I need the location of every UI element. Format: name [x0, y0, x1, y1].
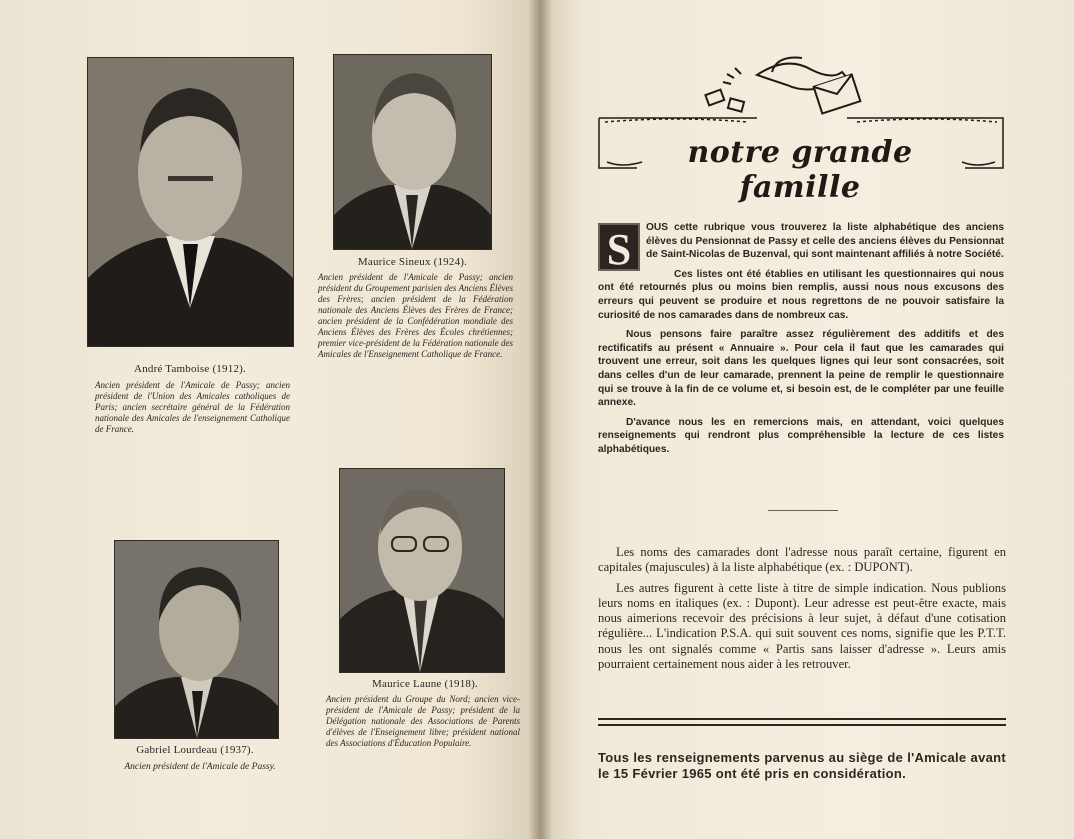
intro-paragraph-1: OUS cette rubrique vous trouverez la liste alphabétique des anciens élèves du Pensionnat de Passy et celle des anciens élèves du Pensionnat de Saint-Nicolas de Buzenval, qui sont maintenant affiliés à notre Société.: [646, 222, 1004, 261]
portrait-bio-laune: Ancien président du Groupe du Nord; ancien vice-président de l'Amicale de Passy; président de la Délégation nationale des Associations de Parents d'élèves de l'Enseignement libre; président national des Associations d'Éducation Populaire.: [326, 694, 520, 748]
intro-paragraph-4: D'avance nous les en remercions mais, en attendant, voici quelques renseignements qui rendront plus compréhensible la lecture de ces listes alphabétiques.: [598, 416, 1004, 455]
short-divider: [768, 510, 838, 511]
portrait-name-sineux: Maurice Sineux (1924).: [357, 256, 468, 268]
portrait-photo-tamboise: [87, 57, 294, 347]
portrait-photo-lourdeau: [114, 540, 279, 739]
intro-paragraph-2: Ces listes ont été établies en utilisant les questionnaires qui nous ont été retournés plus ou moins bien remplis, aussi nous nous excusons des erreurs qui peuvent se produire et nous regrettons de ne pouvoir satisfaire la curiosité de nos camarades dans de nombreux cas.: [598, 268, 1004, 321]
explanation-text: [598, 545, 1006, 677]
intro-text: [598, 221, 1004, 463]
portrait-photo-sineux: [333, 54, 492, 250]
footer-note: Tous les renseignements parvenus au siège de l'Amicale avant le 15 Février 1965 ont été pris en considération.: [598, 750, 1006, 781]
portrait-name-tamboise: André Tamboise (1912).: [134, 363, 246, 375]
intro-paragraph-3: Nous pensons faire paraître assez régulièrement des additifs et des rectificatifs au présent « Annuaire ». Pour cela il faut que les camarades qui trouvent une erreur, soit dans les quelques lignes qui leur sont consacrées, soit dans celles d'un de leur camarade, prennent la peine de remplir le questionnaire qui se trouve à la fin de ce volume et, si besoin est, de le compléter par une feuille annexe.: [598, 329, 1004, 409]
dropcap-letter: S: [598, 223, 640, 271]
portrait-bio-tamboise: Ancien président de l'Amicale de Passy; ancien président de l'Union des Amicales catholiques de Paris; ancien secrétaire général de la Fédération nationale des Amicales de l'enseignement Catholique de France.: [95, 380, 290, 434]
portrait-bio-sineux: Ancien président de l'Amicale de Passy; ancien président du Groupement parisien des Anciens Élèves des Frères; ancien président de la Fédération nationale des Anciens Élèves des Frères de France; ancien président de la Confédération mondiale des Anciens Élèves des Frères des Écoles chrétiennes; premier vice-président de la Fédération nationale des Amicales de l'Enseignement Catholique de France.: [318, 272, 513, 359]
portrait-bio-lourdeau: Ancien président de l'Amicale de Passy.: [124, 762, 276, 772]
explanation-paragraph-2: Les autres figurent à cette liste à titre de simple indication. Nous publions leurs noms en italiques (ex. : Dupont). Leur adresse est peut-être exacte, mais nous aimerions recevoir des précisions à leur sujet, à défaut d'une cotisation régulière... L'indication P.S.A. qui suit souvent ces noms, signifie que les P.T.T. nous les ont signalés comme « Partis sans laisser d'adresse ». Leurs amis pourraient certainement nous aider à les retrouver.: [598, 580, 1006, 672]
portrait-name-laune: Maurice Laune (1918).: [372, 678, 478, 690]
explanation-paragraph-1: Les noms des camarades dont l'adresse nous paraît certaine, figurent en capitales (majuscules) à la liste alphabétique (ex. : DUPONT).: [598, 545, 1006, 575]
portrait-photo-laune: [339, 468, 505, 673]
double-rule: [598, 718, 1006, 726]
section-title: notre grande famille: [687, 135, 913, 205]
book-gutter: [528, 0, 552, 839]
portrait-name-lourdeau: Gabriel Lourdeau (1937).: [136, 744, 254, 756]
